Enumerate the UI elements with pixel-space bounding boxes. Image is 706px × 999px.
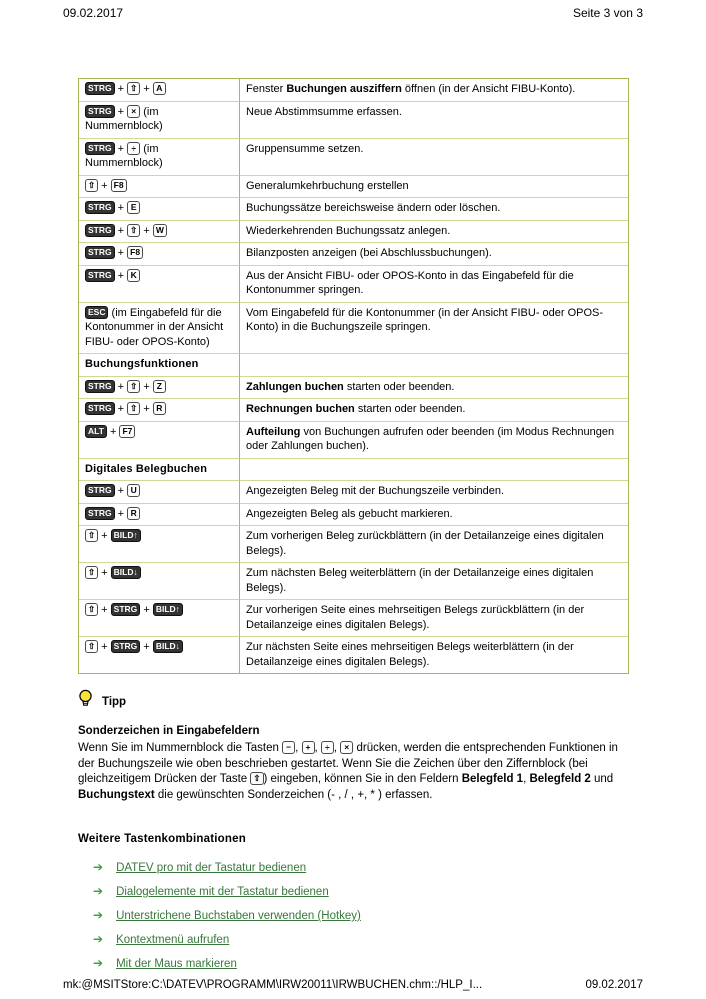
r-key: R — [153, 402, 166, 415]
tip-title: Tipp — [102, 695, 127, 708]
shortcut-keys-cell: STRG + ÷ (im Nummernblock) — [79, 139, 240, 176]
shortcut-description: Wiederkehrenden Buchungssatz anlegen. — [240, 221, 628, 244]
tip-section — [78, 689, 629, 803]
tip-heading: Sonderzeichen in Eingabefeldern — [78, 725, 260, 737]
strg-key: STRG — [111, 603, 141, 616]
shortcut-keys-cell: STRG + U — [79, 481, 240, 504]
tip-title-row — [78, 689, 629, 714]
shift-key: ⇧ — [127, 402, 140, 415]
shift-key: ⇧ — [250, 772, 263, 785]
r-key: R — [127, 507, 140, 520]
strg-key: STRG — [85, 201, 115, 214]
shortcut-description: Generalumkehrbuchung erstellen — [240, 176, 628, 199]
shortcut-keys-cell: ESC (im Eingabefeld für die Kontonummer in der Ansicht FIBU- oder OPOS-Konto) — [79, 303, 240, 355]
related-link[interactable]: Mit der Maus markieren — [116, 958, 237, 970]
strg-key: STRG — [85, 142, 115, 155]
shortcut-keys-cell: ⇧ + STRG + BILD↑ — [79, 600, 240, 637]
shift-key: ⇧ — [85, 640, 98, 653]
shortcut-row — [79, 399, 628, 422]
related-link-item — [78, 884, 629, 898]
bild-down-key: BILD↓ — [153, 640, 183, 653]
shortcut-description: Zur vorherigen Seite eines mehrseitigen Belegs zurückblättern (in der Detailanzeige eines digitalen Belegs). — [240, 600, 628, 637]
arrow-right-icon: ➔ — [93, 884, 104, 898]
related-link-item — [78, 860, 629, 874]
e-key: E — [127, 201, 140, 214]
shortcut-keys-cell: ⇧ + BILD↓ — [79, 563, 240, 600]
multiply-key: × — [340, 741, 353, 754]
shortcut-row — [79, 102, 628, 139]
shortcut-description: Aus der Ansicht FIBU- oder OPOS-Konto in das Eingabefeld für die Kontonummer springen. — [240, 266, 628, 303]
shortcut-keys-cell: ⇧ + STRG + BILD↓ — [79, 637, 240, 673]
related-link[interactable]: Kontextmenü aufrufen — [116, 934, 230, 946]
shortcut-row — [79, 563, 628, 600]
strg-key: STRG — [85, 402, 115, 415]
shortcut-description: Zahlungen buchen starten oder beenden. — [240, 377, 628, 400]
f7-key: F7 — [119, 425, 135, 438]
header-page-number: Seite 3 von 3 — [572, 6, 643, 20]
section-empty-cell — [240, 459, 628, 482]
shortcut-description: Fenster Buchungen ausziffern öffnen (in der Ansicht FIBU-Konto). — [240, 79, 628, 102]
shortcut-row — [79, 303, 628, 355]
shortcut-description: Aufteilung von Buchungen aufrufen oder beenden (im Modus Rechnungen oder Zahlungen buchen). — [240, 422, 628, 459]
shortcut-keys-cell: STRG + E — [79, 198, 240, 221]
shift-key: ⇧ — [85, 179, 98, 192]
section-label: Buchungsfunktionen — [79, 354, 240, 377]
shortcut-row — [79, 79, 628, 102]
shortcut-row — [79, 139, 628, 176]
shortcut-keys-cell: STRG + F8 — [79, 243, 240, 266]
strg-key: STRG — [85, 484, 115, 497]
shortcut-row — [79, 504, 628, 527]
strg-key: STRG — [85, 380, 115, 393]
shortcut-row — [79, 637, 628, 673]
multiply-key: × — [127, 105, 140, 118]
section-empty-cell — [240, 354, 628, 377]
shortcut-description: Zum nächsten Beleg weiterblättern (in der Detailanzeige eines digitalen Belegs). — [240, 563, 628, 600]
related-links-section — [78, 833, 629, 970]
shortcut-row — [79, 481, 628, 504]
shift-key: ⇧ — [85, 603, 98, 616]
shortcut-description: Zur nächsten Seite eines mehrseitigen Belegs weiterblättern (in der Detailanzeige eines digitalen Belegs). — [246, 641, 574, 668]
shift-key: ⇧ — [127, 380, 140, 393]
footer-path: mk:@MSITStore:C:\DATEV\PROGRAMM\IRW20011\IRWBUCHEN.chm::/HLP_I... — [63, 979, 483, 991]
page-footer — [63, 979, 643, 991]
shortcut-description: Buchungssätze bereichsweise ändern oder löschen. — [240, 198, 628, 221]
section-row — [79, 459, 628, 482]
shortcut-keys-cell: STRG + ⇧ + R — [79, 399, 240, 422]
shift-key: ⇧ — [127, 82, 140, 95]
related-links-heading: Weitere Tastenkombinationen — [78, 833, 246, 845]
esc-key: ESC — [85, 306, 108, 319]
shortcut-row — [79, 526, 628, 563]
arrow-right-icon: ➔ — [93, 860, 104, 874]
f8-key: F8 — [111, 179, 127, 192]
arrow-right-icon: ➔ — [93, 932, 104, 946]
shortcut-keys-cell: STRG + ⇧ + W — [79, 221, 240, 244]
u-key: U — [127, 484, 140, 497]
related-link[interactable]: Dialogelemente mit der Tastatur bedienen — [116, 886, 329, 898]
divide-key: ÷ — [321, 741, 334, 754]
shortcut-description: Neue Abstimmsumme erfassen. — [240, 102, 628, 139]
page-header — [63, 6, 643, 20]
arrow-right-icon: ➔ — [93, 908, 104, 922]
shortcut-keys-cell: STRG + × (im Nummernblock) — [79, 102, 240, 139]
bild-up-key: BILD↑ — [111, 529, 141, 542]
shortcut-keys-cell: STRG + ⇧ + A — [79, 79, 240, 102]
section-row — [79, 354, 628, 377]
w-key: W — [153, 224, 167, 237]
header-date: 09.02.2017 — [63, 6, 124, 20]
shortcut-description: Zum vorherigen Beleg zurückblättern (in der Detailanzeige eines digitalen Belegs). — [240, 526, 628, 563]
footer-date: 09.02.2017 — [585, 979, 643, 991]
shortcut-description: Rechnungen buchen starten oder beenden. — [240, 399, 628, 422]
a-key: A — [153, 82, 166, 95]
z-key: Z — [153, 380, 166, 393]
shift-key: ⇧ — [127, 224, 140, 237]
shortcut-keys-cell: STRG + R — [79, 504, 240, 527]
related-link[interactable]: Unterstrichene Buchstaben verwenden (Hotkey) — [116, 910, 361, 922]
f8-key: F8 — [127, 246, 143, 259]
related-link-item — [78, 932, 629, 946]
content-column — [78, 78, 629, 980]
alt-key: ALT — [85, 425, 107, 438]
bild-up-key: BILD↑ — [153, 603, 183, 616]
shortcut-description: Bilanzposten anzeigen (bei Abschlussbuchungen). — [240, 243, 628, 266]
shift-key: ⇧ — [85, 566, 98, 579]
strg-key: STRG — [85, 82, 115, 95]
section-label: Digitales Belegbuchen — [79, 459, 240, 482]
shortcut-row — [79, 377, 628, 400]
shortcut-row — [79, 600, 628, 637]
k-key: K — [127, 269, 140, 282]
related-link-list — [78, 860, 629, 970]
divide-key: ÷ — [127, 142, 140, 155]
strg-key: STRG — [85, 105, 115, 118]
shortcut-keys-cell: STRG + ⇧ + Z — [79, 377, 240, 400]
strg-key: STRG — [111, 640, 141, 653]
shortcut-row — [79, 221, 628, 244]
shortcut-row — [79, 198, 628, 221]
shortcut-keys-cell: STRG + K — [79, 266, 240, 303]
related-link-item — [78, 956, 629, 970]
bild-down-key: BILD↓ — [111, 566, 141, 579]
shortcut-row — [79, 422, 628, 459]
plus-key: + — [302, 741, 315, 754]
shortcut-description: Vom Eingabefeld für die Kontonummer (in der Ansicht FIBU- oder OPOS-Konto) in die Buchungszeile springen. — [240, 303, 628, 355]
shortcut-table — [78, 78, 629, 674]
shift-key: ⇧ — [85, 529, 98, 542]
shortcut-row — [79, 243, 628, 266]
strg-key: STRG — [85, 224, 115, 237]
lightbulb-icon — [78, 689, 93, 714]
shortcut-keys-cell: ⇧ + F8 — [79, 176, 240, 199]
strg-key: STRG — [85, 507, 115, 520]
shortcut-keys-cell: ALT + F7 — [79, 422, 240, 459]
shortcut-description: Gruppensumme setzen. — [240, 139, 628, 176]
shortcut-row — [79, 266, 628, 303]
tip-body: Wenn Sie im Nummernblock die Tasten − , + , ÷ , × drücken, werden die entsprechenden Funktionen in der Buchungszeile wie oben beschrieben gestartet. Wenn Sie die Zeichen über den Ziffernblock (bei gleichzeitigem Drücken der Taste ⇧ ) eingeben, können Sie in den Feldern Belegfeld 1, Belegfeld 2 und Buchungstext die gewünschten Sonderzeichen (- , / , +, * ) erfassen. — [78, 742, 618, 801]
arrow-right-icon: ➔ — [93, 956, 104, 970]
related-link-item — [78, 908, 629, 922]
shortcut-keys-cell: ⇧ + BILD↑ — [79, 526, 240, 563]
shortcut-description: Angezeigten Beleg als gebucht markieren. — [240, 504, 628, 527]
shortcut-row — [79, 176, 628, 199]
shortcut-description: Angezeigten Beleg mit der Buchungszeile verbinden. — [240, 481, 628, 504]
strg-key: STRG — [85, 269, 115, 282]
minus-key: − — [282, 741, 295, 754]
strg-key: STRG — [85, 246, 115, 259]
related-link[interactable]: DATEV pro mit der Tastatur bedienen — [116, 862, 307, 874]
